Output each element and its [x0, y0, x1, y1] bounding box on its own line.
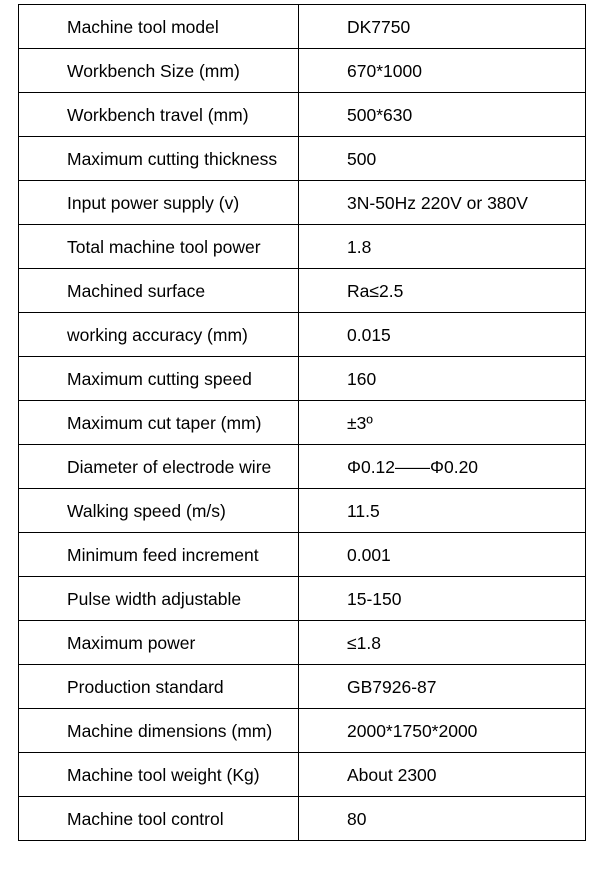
table-row	[19, 797, 586, 841]
table-row	[19, 181, 586, 225]
value-cell: 3N-50Hz 220V or 380V	[299, 181, 586, 225]
value-cell: 500*630	[299, 93, 586, 137]
table-row	[19, 533, 586, 577]
value-cell: ±3º	[299, 401, 586, 445]
parameter-cell: Maximum cutting speed	[19, 357, 299, 401]
table-row	[19, 709, 586, 753]
parameter-cell: Pulse width adjustable	[19, 577, 299, 621]
parameter-cell: Workbench travel (mm)	[19, 93, 299, 137]
parameter-cell: Machine tool weight (Kg)	[19, 753, 299, 797]
table-row	[19, 621, 586, 665]
value-cell: Ra≤2.5	[299, 269, 586, 313]
value-cell: 80	[299, 797, 586, 841]
table-row	[19, 577, 586, 621]
value-cell: 15-150	[299, 577, 586, 621]
value-cell: 670*1000	[299, 49, 586, 93]
parameter-cell: Input power supply (v)	[19, 181, 299, 225]
spec-table	[18, 4, 586, 841]
value-cell: 11.5	[299, 489, 586, 533]
value-cell: 160	[299, 357, 586, 401]
parameter-cell: Machine tool model	[19, 5, 299, 49]
parameter-cell: Machine dimensions (mm)	[19, 709, 299, 753]
table-row	[19, 93, 586, 137]
table-row	[19, 225, 586, 269]
table-row	[19, 269, 586, 313]
table-row	[19, 313, 586, 357]
table-row	[19, 357, 586, 401]
parameter-cell: working accuracy (mm)	[19, 313, 299, 357]
table-row	[19, 49, 586, 93]
table-row	[19, 665, 586, 709]
parameter-cell: Walking speed (m/s)	[19, 489, 299, 533]
parameter-cell: Production standard	[19, 665, 299, 709]
parameter-cell: Diameter of electrode wire	[19, 445, 299, 489]
value-cell: ≤1.8	[299, 621, 586, 665]
table-row	[19, 137, 586, 181]
value-cell: DK7750	[299, 5, 586, 49]
table-row	[19, 5, 586, 49]
parameter-cell: Workbench Size (mm)	[19, 49, 299, 93]
parameter-cell: Machine tool control	[19, 797, 299, 841]
parameter-cell: Total machine tool power	[19, 225, 299, 269]
table-row	[19, 445, 586, 489]
table-row	[19, 753, 586, 797]
value-cell: Φ0.12——Φ0.20	[299, 445, 586, 489]
parameter-cell: Maximum cut taper (mm)	[19, 401, 299, 445]
parameter-cell: Minimum feed increment	[19, 533, 299, 577]
value-cell: 2000*1750*2000	[299, 709, 586, 753]
table-row	[19, 401, 586, 445]
spec-table-body	[19, 5, 586, 841]
table-row	[19, 489, 586, 533]
value-cell: 0.001	[299, 533, 586, 577]
value-cell: 0.015	[299, 313, 586, 357]
value-cell: About 2300	[299, 753, 586, 797]
parameter-cell: Machined surface	[19, 269, 299, 313]
parameter-cell: Maximum power	[19, 621, 299, 665]
value-cell: 500	[299, 137, 586, 181]
value-cell: GB7926-87	[299, 665, 586, 709]
value-cell: 1.8	[299, 225, 586, 269]
parameter-cell: Maximum cutting thickness	[19, 137, 299, 181]
